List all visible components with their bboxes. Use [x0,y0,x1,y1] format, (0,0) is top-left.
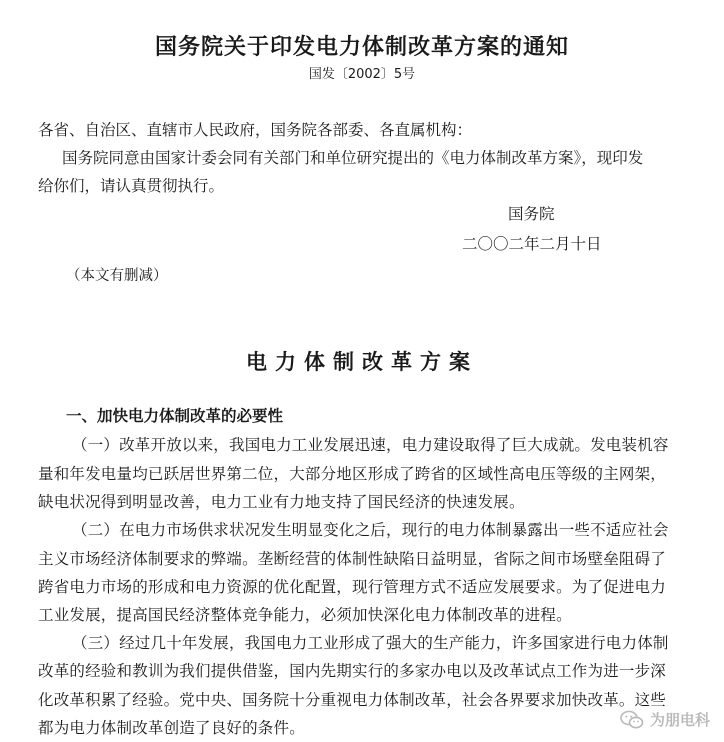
paragraph-line: 量和年发电量均已跃居世界第二位，大部分地区形成了跨省的区域性高电压等级的主网架， [38,465,667,483]
notice-body-line: 给你们，请认真贯彻执行。 [38,177,225,195]
issue-date: 二〇〇二年二月十日 [462,235,602,253]
signer: 国务院 [508,205,555,223]
paragraph-line: （一）改革开放以来，我国电力工业发展迅速，电力建设取得了巨大成就。发电装机容 [72,436,669,454]
notice-title: 国务院关于印发电力体制改革方案的通知 [154,34,569,60]
notice-body-line: 国务院同意由国家计委会同有关部门和单位研究提出的《电力体制改革方案》，现印发 [62,149,644,167]
paragraph-line: 改革的经验和教训为我们提供借鉴，国内先期实行的多家办电以及改革试点工作为进一步深 [38,662,667,680]
paragraph-line: 都为电力体制改革创造了良好的条件。 [38,719,305,737]
section-heading: 一、加快电力体制改革的必要性 [66,406,284,425]
paragraph-line: （二）在电力市场供求状况发生明显变化之后，现行的电力体制暴露出一些不适应社会 [72,521,669,539]
abridged-note: （本文有删减） [66,268,168,284]
watermark [620,709,710,730]
paragraph-line: 工业发展，提高国民经济整体竞争能力，必须加快深化电力体制改革的进程。 [38,606,572,624]
addressee-line: 各省、自治区、直辖市人民政府，国务院各部委、各直属机构： [38,121,473,139]
paragraph-line: 化改革积累了经验。党中央、国务院十分重视电力体制改革，社会各界要求加快改革。这些 [38,691,667,709]
wechat-icon [620,710,644,730]
paragraph-line: 跨省电力市场的形成和电力资源的优化配置，现行管理方式不适应发展要求。为了促进电力 [38,578,667,596]
paragraph-line: 主义市场经济体制要求的弊端。垄断经营的体制性缺陷日益明显，省际之间市场壁垒阻碍了 [38,550,667,568]
paragraph-line: （三）经过几十年发展，我国电力工业形成了强大的生产能力，许多国家进行电力体制 [72,634,669,652]
plan-title: 电力体制改革方案 [246,349,478,374]
document-number: 国发〔2002〕5号 [308,67,416,82]
paragraph-line: 缺电状况得到明显改善，电力工业有力地支持了国民经济的快速发展。 [38,493,525,511]
watermark-text: 为朋电科 [649,711,710,729]
